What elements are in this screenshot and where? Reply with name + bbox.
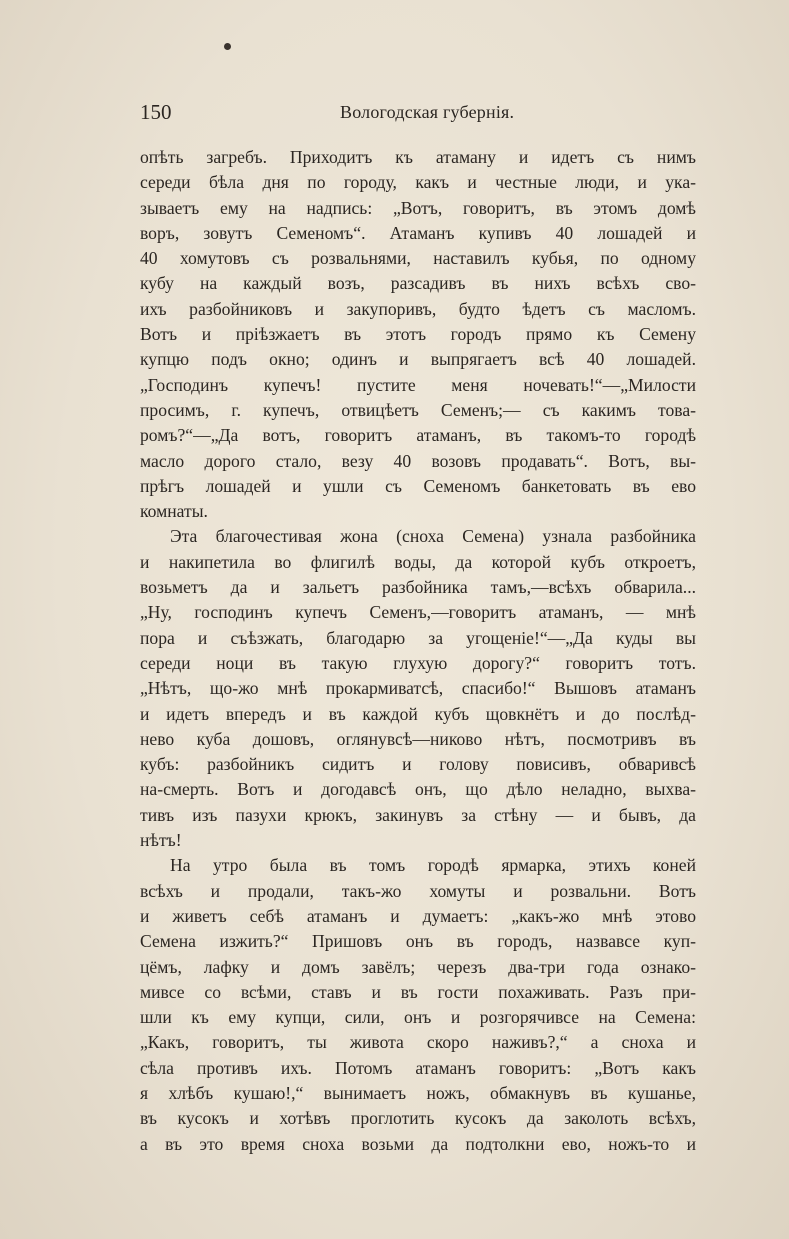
text-line: и живетъ себѣ атаманъ и думаетъ: „какъ-жо мнѣ этово [140,905,696,926]
text-line: масло дорого стало, везу 40 возовъ продавать“. Вотъ, вы- [140,450,696,471]
text-line: шли къ ему купци, сили, онъ и розгорячивсе на Семена: [140,1007,696,1028]
paragraph-2 [140,524,696,853]
text-line: пора и съѣзжать, благодарю за угощенiе!“—„Да куды вы [140,627,696,648]
text-line: прѣгъ лошадей и ушли съ Семеномъ банкетовать въ ево [140,475,696,496]
text-line: въ кусокъ и хотѣвъ проглотить кусокъ да заколоть всѣхъ, [140,1108,696,1129]
body-text [140,145,696,1157]
text-line: ихъ разбойниковъ и закупоривъ, будто ѣдетъ съ масломъ. [140,298,696,319]
text-line: опѣть загребъ. Приходитъ къ атаману и идетъ съ нимъ [140,147,696,167]
page-header [140,100,660,130]
text-line: просимъ, г. купечъ, отвицѣетъ Семенъ;— съ какимъ това- [140,399,696,420]
text-line: сѣла противъ ихъ. Потомъ атаманъ говоритъ: „Вотъ какъ [140,1057,696,1078]
paragraph-1 [140,145,696,524]
text-line: мивсе со всѣми, ставъ и въ гости похаживать. Разъ при- [140,981,696,1002]
text-line: всѣхъ и продали, такъ-жо хомуты и розвальни. Вотъ [140,880,696,901]
text-line: кубу на каждый возъ, разсадивъ въ нихъ всѣхъ сво- [140,273,696,294]
text-line: 40 хомутовъ съ розвальнями, наставилъ кубья, по одному [140,248,696,269]
text-line: На утро была въ томъ городѣ ярмарка, этихъ коней [170,855,696,876]
text-line: нево куба дошовъ, оглянувсѣ—никово нѣтъ, посмотривъ въ [140,728,696,749]
text-line: и накипетила во флигилѣ воды, да которой кубъ откроетъ, [140,551,696,572]
page-number: 150 [140,100,172,124]
text-line: воръ, зовутъ Семеномъ“. Атаманъ купивъ 40 лошадей и [140,222,696,243]
text-line: кубъ: разбойникъ сидитъ и голову повисивъ, обваривсѣ [140,754,696,775]
text-line: „Господинъ купечъ! пустите меня ночевать!“—„Милости [140,374,696,395]
ink-speck [224,43,231,50]
text-line: цёмъ, лафку и домъ завёлъ; черезъ два-три года ознако- [140,956,696,977]
text-line: середи бѣла дня по городу, какъ и честные люди, и ука- [140,172,696,193]
text-line: „Какъ, говоритъ, ты живота скоро наживъ?,“ а сноха и [140,1032,696,1053]
text-line: тивъ изъ пазухи крюкъ, закинувъ за стѣну — и бывъ, да [140,804,696,825]
text-line: „Ну, господинъ купечъ Семенъ,—говоритъ атаманъ, — мнѣ [140,602,696,623]
text-line: на-смерть. Вотъ и догодавсѣ онъ, що дѣло неладно, выхва- [140,779,696,800]
text-line: Вотъ и прiѣзжаетъ въ этотъ городъ прямо къ Семену [140,324,696,345]
text-line: купцю подъ окно; одинъ и выпрягаетъ всѣ 40 лошадей. [140,349,696,370]
text-line: нѣтъ! [140,830,182,851]
text-line: ромъ?“—„Да вотъ, говоритъ атаманъ, въ такомъ-то городѣ [140,425,696,446]
paragraph-3 [140,853,696,1157]
text-line: Эта благочестивая жона (сноха Семена) узнала разбойника [170,526,696,547]
running-title: Вологодская губернія. [340,102,515,122]
text-line: зываетъ ему на надпись: „Вотъ, говоритъ, въ этомъ домѣ [140,197,696,218]
text-line: середи ноци въ такую глухую дорогу?“ говоритъ тотъ. [140,652,696,673]
text-line: а въ это время сноха возьми да подтолкни ево, ножъ-то и [140,1133,696,1154]
text-line: и идетъ впередъ и въ каждой кубъ щовкнётъ и до послѣд- [140,703,696,724]
text-line: комнаты. [140,501,208,522]
text-line: возьметъ да и зальетъ разбойника тамъ,—всѣхъ обварила... [140,577,696,598]
text-line: я хлѣбъ кушаю!,“ вынимаетъ ножъ, обмакнувъ въ кушанье, [140,1082,696,1103]
text-line: Семена изжить?“ Пришовъ онъ въ городъ, назвавсе куп- [140,931,696,952]
text-line: „Нѣтъ, що-жо мнѣ прокармиватсѣ, спасибо!“ Вышовъ атаманъ [140,678,696,699]
